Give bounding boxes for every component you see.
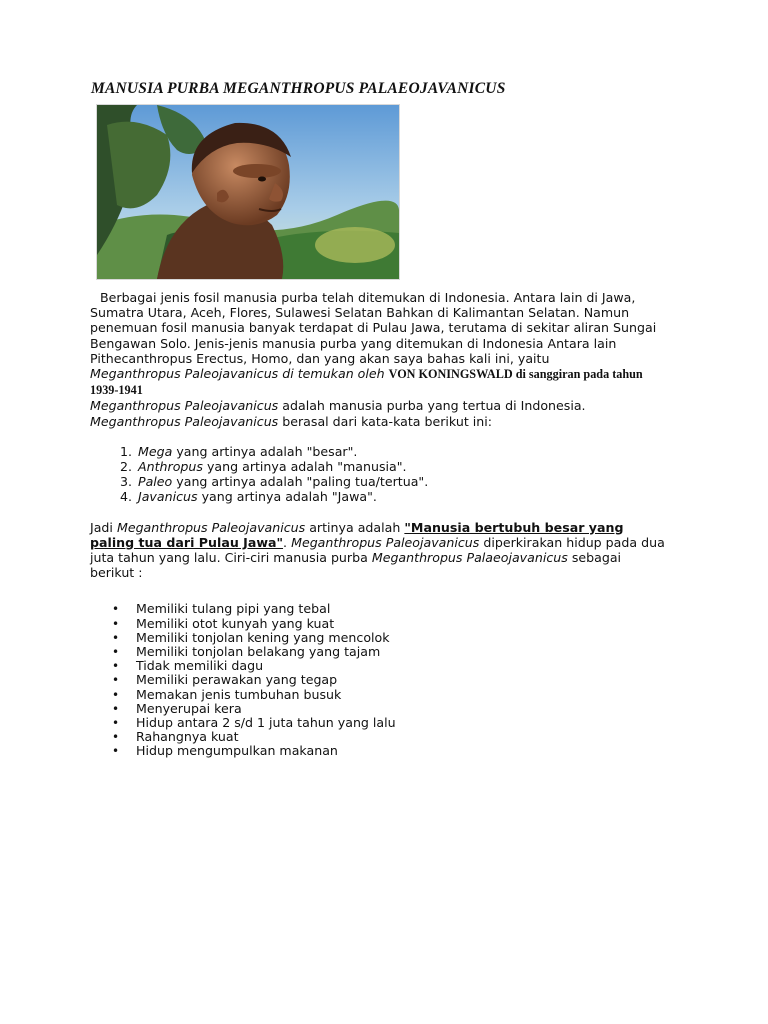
- hominid-illustration: [96, 104, 400, 280]
- list-item: • Menyerupai kera: [136, 702, 666, 716]
- meaning-text: yang artinya adalah "manusia".: [206, 459, 407, 475]
- list-item: • Memiliki tulang pipi yang tebal: [136, 602, 666, 616]
- summary-species-3: Meganthropus Palaeojavanicus: [371, 550, 568, 566]
- summary-mid: artinya adalah: [309, 519, 401, 535]
- summary-dot: .: [283, 534, 288, 550]
- list-item: • Memiliki perawakan yang tegap: [136, 673, 666, 687]
- summary-lead: Jadi: [90, 519, 113, 535]
- summary-species-2: Meganthropus Paleojavanicus: [291, 534, 480, 550]
- list-item: [136, 474, 666, 489]
- hominid-illustration-icon: [97, 105, 399, 279]
- intro-text: Berbagai jenis fosil manusia purba telah ditemukan di Indonesia. Antara lain di Jawa, Sumatra Utara, Aceh, Flores, Sulawesi Selatan Bahkan di Kalimantan Selatan. Namun penemuan fosil manusia banyak terdapat di Pulau Jawa, terutama di sekitar aliran Sungai Bengawan Solo. Jenis-jenis manusia purba yang ditemukan di Indonesia Antara lain Pithecanthropus Erectus, Homo, dan yang akan saya bahas kali ini, yaitu: [90, 290, 657, 366]
- meaning-text: yang artinya adalah "besar".: [176, 443, 358, 459]
- meaning-word: Javanicus: [138, 489, 198, 505]
- summary-text-3: sebagai berikut :: [90, 550, 622, 581]
- summary-paragraph: [90, 520, 666, 581]
- discovery-species: Meganthropus Paleojavanicus di temukan oleh: [90, 366, 385, 382]
- word-meaning-list: [90, 444, 666, 505]
- list-item: • Hidup antara 2 s/d 1 juta tahun yang lalu: [136, 716, 666, 730]
- intro-paragraph: [90, 290, 666, 429]
- discovery-detail: VON KONINGSWALD di sanggiran pada tahun 1939-1941: [90, 367, 643, 398]
- list-item: • Tidak memiliki dagu: [136, 659, 666, 673]
- list-item: • Rahangnya kuat: [136, 730, 666, 744]
- meaning-word: Mega: [138, 443, 173, 459]
- list-item: [136, 444, 666, 459]
- list-item: • Memiliki otot kunyah yang kuat: [136, 617, 666, 631]
- summary-text-2: diperkirakan hidup pada dua juta tahun yang lalu. Ciri-ciri manusia purba: [90, 534, 665, 566]
- document-title: MANUSIA PURBA MEGANTHROPUS PALAEOJAVANICUS: [91, 80, 506, 98]
- list-item: • Memiliki tonjolan kening yang mencolok: [136, 631, 666, 645]
- meaning-word: Anthropus: [138, 459, 203, 475]
- list-item: • Memiliki tonjolan belakang yang tajam: [136, 645, 666, 659]
- meaning-word: Paleo: [138, 474, 173, 490]
- summary-highlight: "Manusia bertubuh besar yang paling tua dari Pulau Jawa": [90, 519, 624, 550]
- origin-species: Meganthropus Paleojavanicus: [90, 413, 279, 429]
- list-item: [136, 489, 666, 504]
- oldest-species: Meganthropus Paleojavanicus: [90, 398, 279, 414]
- meaning-text: yang artinya adalah "paling tua/tertua".: [176, 474, 429, 490]
- summary-species: Meganthropus Paleojavanicus: [116, 519, 306, 535]
- list-item: • Memakan jenis tumbuhan busuk: [136, 688, 666, 702]
- origin-text: berasal dari kata-kata berikut ini:: [282, 413, 492, 429]
- list-item: • Hidup mengumpulkan makanan: [136, 744, 666, 758]
- article-body: [90, 290, 666, 759]
- traits-list: [90, 602, 666, 758]
- list-item: [136, 459, 666, 474]
- oldest-text: adalah manusia purba yang tertua di Indonesia.: [282, 398, 586, 414]
- meaning-text: yang artinya adalah "Jawa".: [201, 489, 377, 505]
